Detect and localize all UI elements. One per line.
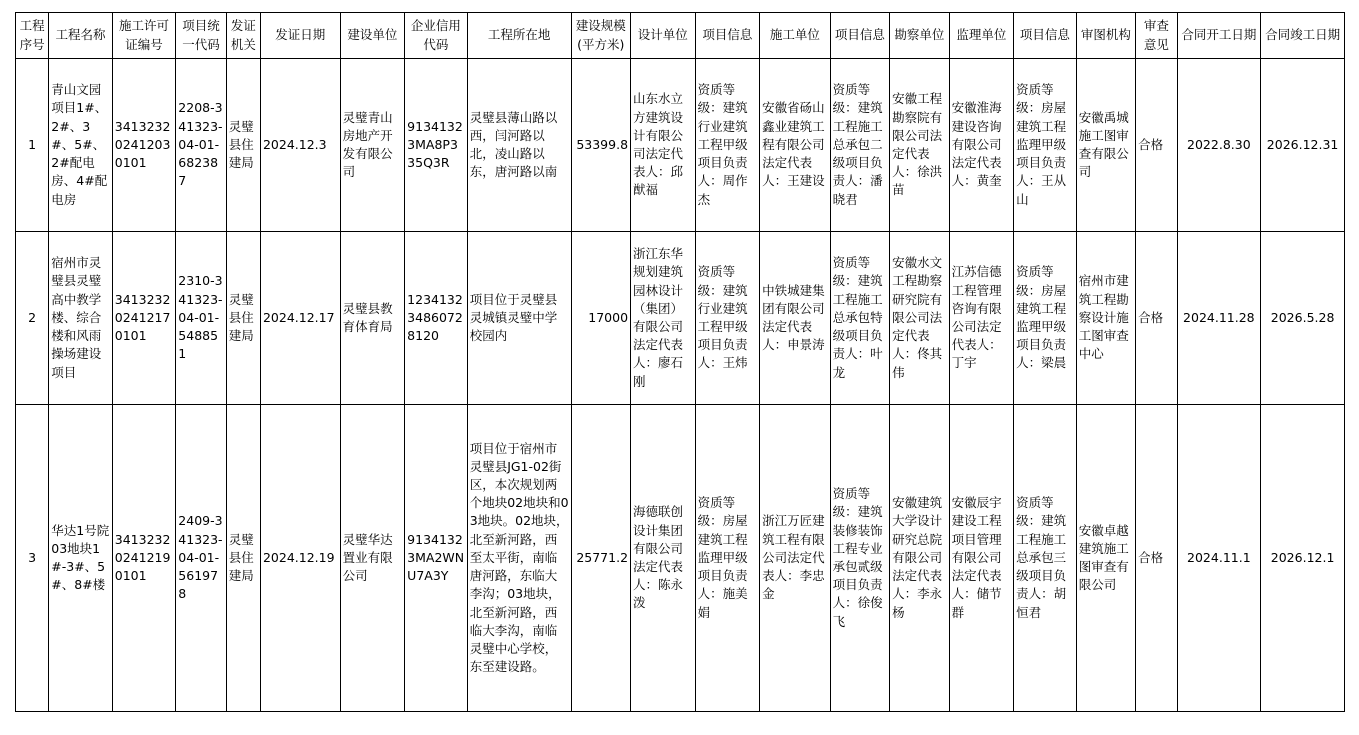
header-permit-no: 施工许可证编号	[112, 13, 176, 59]
cell-survey-unit: 安徽水文工程勘察研究院有限公司法定代表人：佟其伟	[890, 232, 949, 405]
cell-project-no: 3	[16, 405, 49, 712]
cell-contractor: 中铁城建集团有限公司法定代表人：申景涛	[760, 232, 831, 405]
header-credit-code: 企业信用代码	[405, 13, 468, 59]
cell-credit-code: 91341323MA8P335Q3R	[405, 59, 468, 232]
cell-project-name: 青山文园项目1#、2#、3#、5#、2#配电房、4#配电房	[49, 59, 113, 232]
cell-start-date: 2024.11.28	[1177, 232, 1261, 405]
cell-supervisor: 安徽淮海建设咨询有限公司法定代表人：黄奎	[949, 59, 1014, 232]
cell-location: 灵璧县薄山路以西，闫河路以北，凌山路以东，唐河路以南	[467, 59, 571, 232]
cell-survey-unit: 安徽工程勘察院有限公司法定代表人：徐洪苗	[890, 59, 949, 232]
cell-project-code: 2208-341323-04-01-682387	[176, 59, 226, 232]
header-row	[16, 13, 1345, 59]
cell-location: 项目位于宿州市灵璧县JG1-02街区，本次规划两个地块02地块和03地块。02地块，北至新河路，西至太平街，南临唐河路，东临大李沟；03地块，北至新河路，西临大李沟，南临灵璧中心学校，东至建设路。	[467, 405, 571, 712]
cell-supervisor: 江苏信德工程管理咨询有限公司法定代表人：丁宇	[949, 232, 1014, 405]
cell-scale: 25771.2	[571, 405, 630, 712]
cell-design-unit: 浙江东华规划建筑园林设计（集团）有限公司法定代表人：廖石刚	[631, 232, 696, 405]
cell-permit-no: 341323202412170101	[112, 232, 176, 405]
cell-construction-unit: 灵璧县教育体育局	[340, 232, 405, 405]
cell-design-unit: 山东水立方建筑设计有限公司法定代表人：邱猷福	[631, 59, 696, 232]
cell-contractor: 浙江万匠建筑工程有限公司法定代表人：李忠金	[760, 405, 831, 712]
cell-project-name: 宿州市灵璧县灵璧高中教学楼、综合楼和风雨操场建设项目	[49, 232, 113, 405]
cell-credit-code: 12341323486072 8120	[405, 232, 468, 405]
cell-design-info: 资质等级：房屋建筑工程监理甲级项目负责人：施美娟	[695, 405, 760, 712]
cell-review-agency: 安徽卓越建筑施工图审查有限公司	[1076, 405, 1135, 712]
table-row	[16, 405, 1345, 712]
cell-survey-unit: 安徽建筑大学设计研究总院有限公司法定代表人：李永杨	[890, 405, 949, 712]
header-contractor: 施工单位	[760, 13, 831, 59]
cell-review-opinion: 合格	[1136, 405, 1177, 712]
header-supervisor: 监理单位	[949, 13, 1014, 59]
cell-end-date: 2026.12.1	[1261, 405, 1345, 712]
cell-permit-no: 341323202412030101	[112, 59, 176, 232]
table-row	[16, 232, 1345, 405]
cell-supervisor: 安徽辰宇建设工程项目管理有限公司法定代表人：储节群	[949, 405, 1014, 712]
cell-review-opinion: 合格	[1136, 59, 1177, 232]
header-review-opinion: 审查意见	[1136, 13, 1177, 59]
permit-table	[15, 12, 1345, 712]
cell-supervisor-info: 资质等级：房屋建筑工程监理甲级项目负责人：梁晨	[1014, 232, 1077, 405]
header-construction-unit: 建设单位	[340, 13, 405, 59]
cell-project-code: 2409-341323-04-01-561978	[176, 405, 226, 712]
header-review-agency: 审图机构	[1076, 13, 1135, 59]
header-start-date: 合同开工日期	[1177, 13, 1261, 59]
cell-issuing-authority: 灵璧县住建局	[226, 405, 260, 712]
cell-review-agency: 宿州市建筑工程勘察设计施工图审查中心	[1076, 232, 1135, 405]
header-contractor-info: 项目信息	[830, 13, 889, 59]
header-issue-date: 发证日期	[260, 13, 340, 59]
cell-contractor-info: 资质等级：建筑工程施工总承包二级项目负责人：潘晓君	[830, 59, 889, 232]
cell-permit-no: 341323202412190101	[112, 405, 176, 712]
header-project-code: 项目统一代码	[176, 13, 226, 59]
cell-construction-unit: 灵璧华达置业有限公司	[340, 405, 405, 712]
cell-issuing-authority: 灵璧县住建局	[226, 59, 260, 232]
cell-design-info: 资质等级：建筑行业建筑工程甲级项目负责人：周作杰	[695, 59, 760, 232]
cell-project-code: 2310-341323-04-01-548851	[176, 232, 226, 405]
cell-issue-date: 2024.12.19	[260, 405, 340, 712]
cell-supervisor-info: 资质等级：房屋建筑工程监理甲级项目负责人：王从山	[1014, 59, 1077, 232]
header-scale: 建设规模(平方米)	[571, 13, 630, 59]
cell-credit-code: 91341323MA2WNU7A3Y	[405, 405, 468, 712]
header-supervisor-info: 项目信息	[1014, 13, 1077, 59]
cell-location: 项目位于灵璧县灵城镇灵璧中学校园内	[467, 232, 571, 405]
cell-review-opinion: 合格	[1136, 232, 1177, 405]
cell-scale: 17000	[571, 232, 630, 405]
cell-design-unit: 海德联创设计集团有限公司法定代表人：陈永泼	[631, 405, 696, 712]
cell-scale: 53399.8	[571, 59, 630, 232]
cell-issuing-authority: 灵璧县住建局	[226, 232, 260, 405]
cell-start-date: 2024.11.1	[1177, 405, 1261, 712]
cell-project-no: 1	[16, 59, 49, 232]
cell-end-date: 2026.5.28	[1261, 232, 1345, 405]
cell-project-name: 华达1号院03地块1#-3#、5#、8#楼	[49, 405, 113, 712]
cell-project-no: 2	[16, 232, 49, 405]
header-project-no: 工程序号	[16, 13, 49, 59]
cell-supervisor-info: 资质等级：建筑工程施工总承包三级项目负责人：胡恒君	[1014, 405, 1077, 712]
header-design-unit: 设计单位	[631, 13, 696, 59]
cell-start-date: 2022.8.30	[1177, 59, 1261, 232]
cell-review-agency: 安徽禹城施工图审查有限公司	[1076, 59, 1135, 232]
cell-issue-date: 2024.12.17	[260, 232, 340, 405]
cell-end-date: 2026.12.31	[1261, 59, 1345, 232]
header-end-date: 合同竣工日期	[1261, 13, 1345, 59]
cell-issue-date: 2024.12.3	[260, 59, 340, 232]
header-project-name: 工程名称	[49, 13, 113, 59]
cell-contractor-info: 资质等级：建筑装修装饰工程专业承包贰级项目负责人：徐俊飞	[830, 405, 889, 712]
cell-contractor-info: 资质等级：建筑工程施工总承包特级项目负责人：叶龙	[830, 232, 889, 405]
header-location: 工程所在地	[467, 13, 571, 59]
header-design-info: 项目信息	[695, 13, 760, 59]
cell-design-info: 资质等级：建筑行业建筑工程甲级项目负责人：王炜	[695, 232, 760, 405]
table-row	[16, 59, 1345, 232]
permit-table-container	[15, 12, 1345, 712]
header-survey-unit: 勘察单位	[890, 13, 949, 59]
header-issuing-authority: 发证机关	[226, 13, 260, 59]
cell-construction-unit: 灵璧青山房地产开发有限公司	[340, 59, 405, 232]
cell-contractor: 安徽省砀山鑫业建筑工程有限公司法定代表人：王建设	[760, 59, 831, 232]
